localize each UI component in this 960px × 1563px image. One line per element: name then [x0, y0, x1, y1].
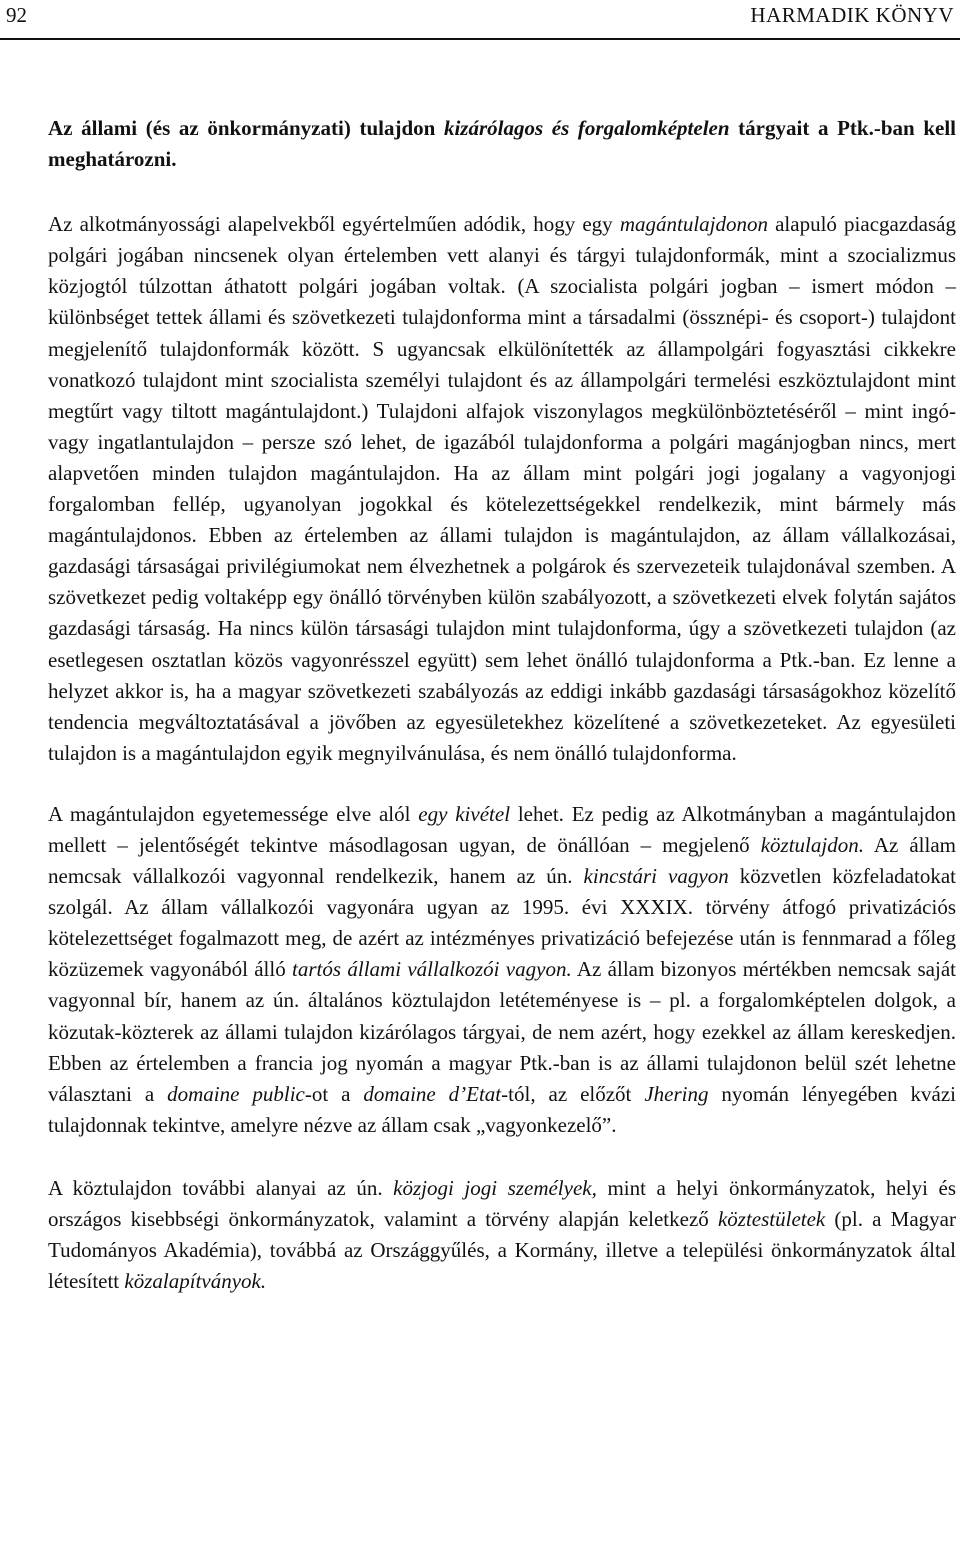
paragraph-public-property-exception: [48, 799, 956, 1141]
paragraph-text: Az állam bizonyos mértékben nemcsak saját vagyonnal bír, hanem az ún. általános köztulajdon letéteményese is – pl. a forgalomképtelen dolgok, a közutak-közterek az állami tulajdon kizárólagos tárgyai, de nem azért, hogy ezekkel az állam kereskedjen. Ebben az értelemben a francia jog nyomán a magyar Ptk.-ban is az állami tulajdonon belül szét lehetne választani a: [48, 957, 956, 1106]
emphasis-text: közalapítványok.: [124, 1269, 267, 1294]
running-title: HARMADIK KÖNYV: [750, 3, 954, 27]
paragraph-text: mint a helyi önkormányzatok, helyi és országos kisebbségi önkormányzatok, valamint a törvény alapján keletkező: [48, 1175, 957, 1231]
paragraph-text: Az alkotmányossági alapelvekből egyértelműen adódik, hogy egy: [48, 212, 620, 237]
emphasis-text: domaine d’Etat: [363, 1081, 502, 1106]
paragraph-text: -ot a: [304, 1081, 364, 1106]
emphasis-text: közjogi jogi személyek,: [393, 1175, 597, 1200]
paragraph-public-law-entities: [48, 1173, 956, 1297]
emphasis-text: köztestületek: [717, 1207, 826, 1231]
emphasis-text: kincstári vagyon: [583, 864, 729, 889]
paragraph-text: közvetlen közfeladatokat szolgál. Az állam vállalkozói vagyonára ugyan az 1995. évi XXXIX. törvény átfogó privatizációs kötelezettséget fogalmazott meg, de azért az intézményes privatizáció befejezése után is fennmarad a főleg közüzemek vagyonából álló: [48, 864, 956, 982]
paragraph-text: tárgyait a Ptk.-ban kell meghatározni.: [48, 116, 956, 172]
emphasis-text: köztulajdon.: [760, 832, 864, 857]
paragraph-state-property-objects: [48, 113, 956, 175]
paragraph-text: alapuló piacgazdaság polgári jogában nincsenek olyan értelemben vett alanyi és tárgyi tulajdonformák, mint a szocializmus közjogtól túlzottan áthatott polgári jogában voltak. (A szocialista polgári jogban – ismert módon – különbséget tettek állami és szövetkezeti tulajdonforma mint a társadalmi (össznépi- és csoport-) tulajdont megjelenítő tulajdonformák között. S ugyancsak elkülönítették az állampolgári fogyasztási cikkekre vonatkozó tulajdont mint szocialista személyi tulajdont és az állampolgári termelési eszköztulajdont mint megtűrt vagy tiltott magántulajdont.) Tulajdoni alfajok viszonylagos megkülönböztetéséről – mint ingó- vagy ingatlantulajdon – persze szó lehet, de igazából tulajdonforma a polgári magánjogban nincs, mert alapvetően minden tulajdon magántulajdon. Ha az állam mint polgári jogi jogalany a vagyonjogi forgalomban fellép, ugyanolyan jogokkal és kötelezettségekkel rendelkezik, mint bármely más magántulajdonos. Ebben az értelemben az állami tulajdon is magántulajdon, az állam vállalkozásai, gazdasági társaságai privilégiumokat nem élvezhetnek a polgárok és szervezeteik tulajdonával szemben. A szövetkezet pedig voltaképp egy önálló törvényben külön szabályozott, a szövetkezeti elvek folytán sajátos gazdasági társaság. Ha nincs külön társasági tulajdon mint tulajdonforma, úgy a szövetkezeti tulajdon (az esetlegesen osztatlan közös vagyonrésszel együtt) sem lehet önálló tulajdonforma a Ptk.-ban. Ez lenne a helyzet akkor is, ha a magyar szövetkezeti szabályozás az eddigi inkább gazdasági társaságokhoz közelítő tendencia megváltoztatásával a jövőben az egyesületekhez közelítené a szövetkezeteket. Az egyesületi tulajdon is a magántulajdon egyik megnyilvánulása, és nem önálló tulajdonforma.: [48, 212, 956, 765]
paragraph-ownership-forms: [48, 209, 956, 769]
paragraph-text: -tól, az előzőt: [501, 1081, 645, 1106]
page-body: [48, 113, 956, 1297]
page-number: 92: [6, 3, 27, 27]
paragraph-text: lehet. Ez pedig az Alkotmányban a magántulajdon mellett – jelentőségét tekintve másodlagosan ugyan, de önállóan – megjelenő: [48, 801, 956, 857]
emphasis-text: magántulajdonon: [619, 212, 768, 237]
emphasis-text: tartós állami vállalkozói vagyon.: [292, 957, 572, 982]
header-rule: [0, 38, 960, 40]
paragraph-text: A köztulajdon további alanyai az ún.: [48, 1175, 394, 1200]
emphasis-text: domaine public: [167, 1081, 305, 1106]
paragraph-text: (pl. a Magyar Tudományos Akadémia), továbbá az Országgyűlés, a Kormány, illetve a települési önkormányzatok által létesített: [48, 1207, 956, 1294]
paragraph-text: Az állami (és az önkormányzati) tulajdon: [48, 116, 444, 140]
emphasis-text: kizárólagos és forgalomképtelen: [443, 116, 730, 140]
emphasis-text: Jhering: [644, 1081, 709, 1106]
paragraph-text: Az állam nemcsak vállalkozói vagyonnal rendelkezik, hanem az ún.: [48, 832, 956, 889]
page-header: [0, 0, 960, 32]
emphasis-text: egy kivétel: [418, 801, 511, 826]
paragraph-text: nyomán lényegében kvázi tulajdonnak tekintve, amelyre nézve az állam csak „vagyonkezelő”.: [48, 1081, 957, 1137]
paragraph-text: A magántulajdon egyetemessége elve alól: [48, 801, 419, 826]
